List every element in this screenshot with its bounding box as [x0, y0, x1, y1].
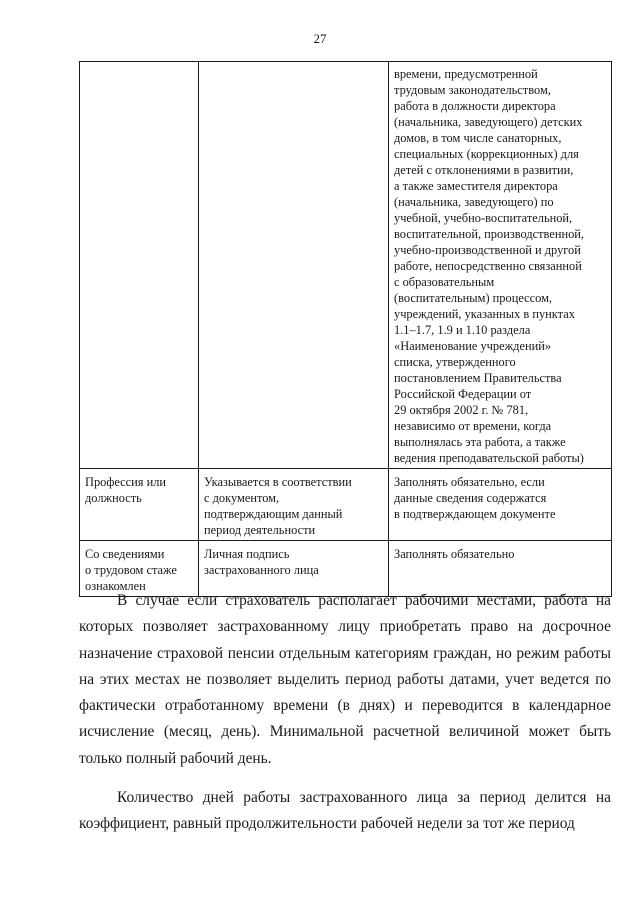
table-cell — [80, 469, 199, 541]
cell-text: Указывается в соответствии с документом, подтверждающим данный период деятельности — [204, 475, 352, 537]
cell-text: времени, предусмотренной трудовым законодательством, работа в должности директора (начальника, заведующего) детских домов, в том числе санаторных, специальных (коррекционных) для детей с отклонениями в развитии, а также заместителя директора (начальника, заведующего) по учебной, учебно-воспитательной, воспитательной, производственной, учебно-производственной и другой работе, непосредственно связанной с образовательным (воспитательным) процессом, учреждений, указанных в пунктах 1.1–1.7, 1.9 и 1.10 раздела «Наименование учреждений» списка, утвержденного постановлением Правительства Российской Федерации от 29 октября 2002 г. № 781, независимо от времени, когда выполнялась эта работа, а также ведения преподавательской работы) — [394, 67, 585, 465]
table-row — [80, 62, 612, 469]
table-cell — [389, 62, 612, 469]
table-cell — [389, 469, 612, 541]
cell-text — [204, 64, 383, 66]
requirements-table — [79, 61, 612, 597]
cell-text: Профессия или должность — [85, 475, 167, 505]
paragraph: В случае если страхователь располагает рабочими местами, работа на которых позволяет застрахованному лицу приобретать право на досрочное назначение страховой пенсии отдельным категориям граждан, но режим работы на этих местах не позволяет выделить период работы датами, учет ведется по фактически отработанному времени (в днях) и переводится в календарное исчисление (месяц, день). Минимальной расчетной величиной может быть только полный рабочий день. — [79, 592, 611, 767]
cell-text — [85, 64, 193, 66]
cell-text: Со сведениями о трудовом стаже ознакомлен — [85, 547, 177, 593]
cell-text: Личная подпись застрахованного лица — [204, 547, 319, 577]
cell-text: Заполнять обязательно — [394, 547, 515, 561]
paragraph: Количество дней работы застрахованного лица за период делится на коэффициент, равный продолжительности рабочей недели за тот же период — [79, 789, 611, 833]
page-number: 27 — [313, 31, 327, 46]
table-cell — [199, 469, 389, 541]
table-cell — [199, 62, 389, 469]
table-row — [80, 469, 612, 541]
table-cell — [80, 62, 199, 469]
body-text — [79, 588, 611, 838]
cell-text: Заполнять обязательно, если данные сведения содержатся в подтверждающем документе — [394, 475, 556, 521]
